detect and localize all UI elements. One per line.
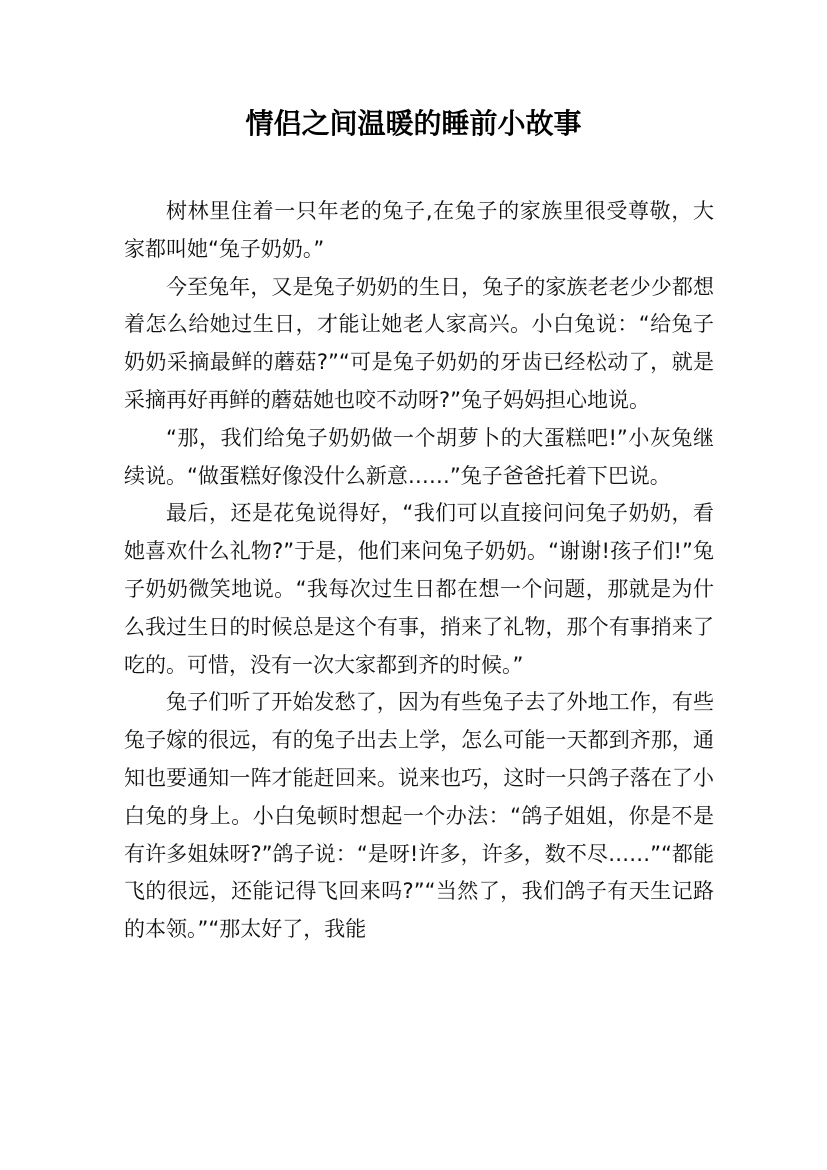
page-title: 情侣之间温暖的睡前小故事 [245,107,582,140]
paragraph-4: 最后，还是花兔说得好，“我们可以直接问问兔子奶奶，看她喜欢什么礼物?”于是，他们来问兔子奶奶。“谢谢!孩子们!”兔子奶奶微笑地说。“我每次过生日都在想一个问题，那就是为什么我过生日的时候总是这个有事，捎来了礼物，那个有事捎来了吃的。可惜，没有一次大家都到齐的时候。” [124,501,714,677]
story-body [124,193,714,949]
paragraph-2: 今至兔年，又是兔子奶奶的生日，兔子的家族老老少少都想着怎么给她过生日，才能让她老人家高兴。小白兔说：“给兔子奶奶采摘最鲜的蘑菇?”“可是兔子奶奶的牙齿已经松动了，就是采摘再好再鲜的蘑菇她也咬不动呀?”兔子妈妈担心地说。 [124,274,714,412]
paragraph-1: 树林里住着一只年老的兔子,在兔子的家族里很受尊敬，大家都叫她“兔子奶奶。” [124,199,714,261]
paragraph-3: “那，我们给兔子奶奶做一个胡萝卜的大蛋糕吧!”小灰兔继续说。“做蛋糕好像没什么新意……”兔子爸爸托着下巴说。 [124,425,714,488]
paragraph-5: 兔子们听了开始发愁了，因为有些兔子去了外地工作，有些兔子嫁的很远，有的兔子出去上学，怎么可能一天都到齐那，通知也要通知一阵才能赶回来。说来也巧，这时一只鸽子落在了小白兔的身上。小白兔顿时想起一个办法：“鸽子姐姐，你是不是有许多姐妹呀?”鸽子说：“是呀!许多，许多，数不尽……”“都能飞的很远，还能记得飞回来吗?”“当然了，我们鸽子有天生记路的本领。”“那太好了，我能 [124,690,714,942]
